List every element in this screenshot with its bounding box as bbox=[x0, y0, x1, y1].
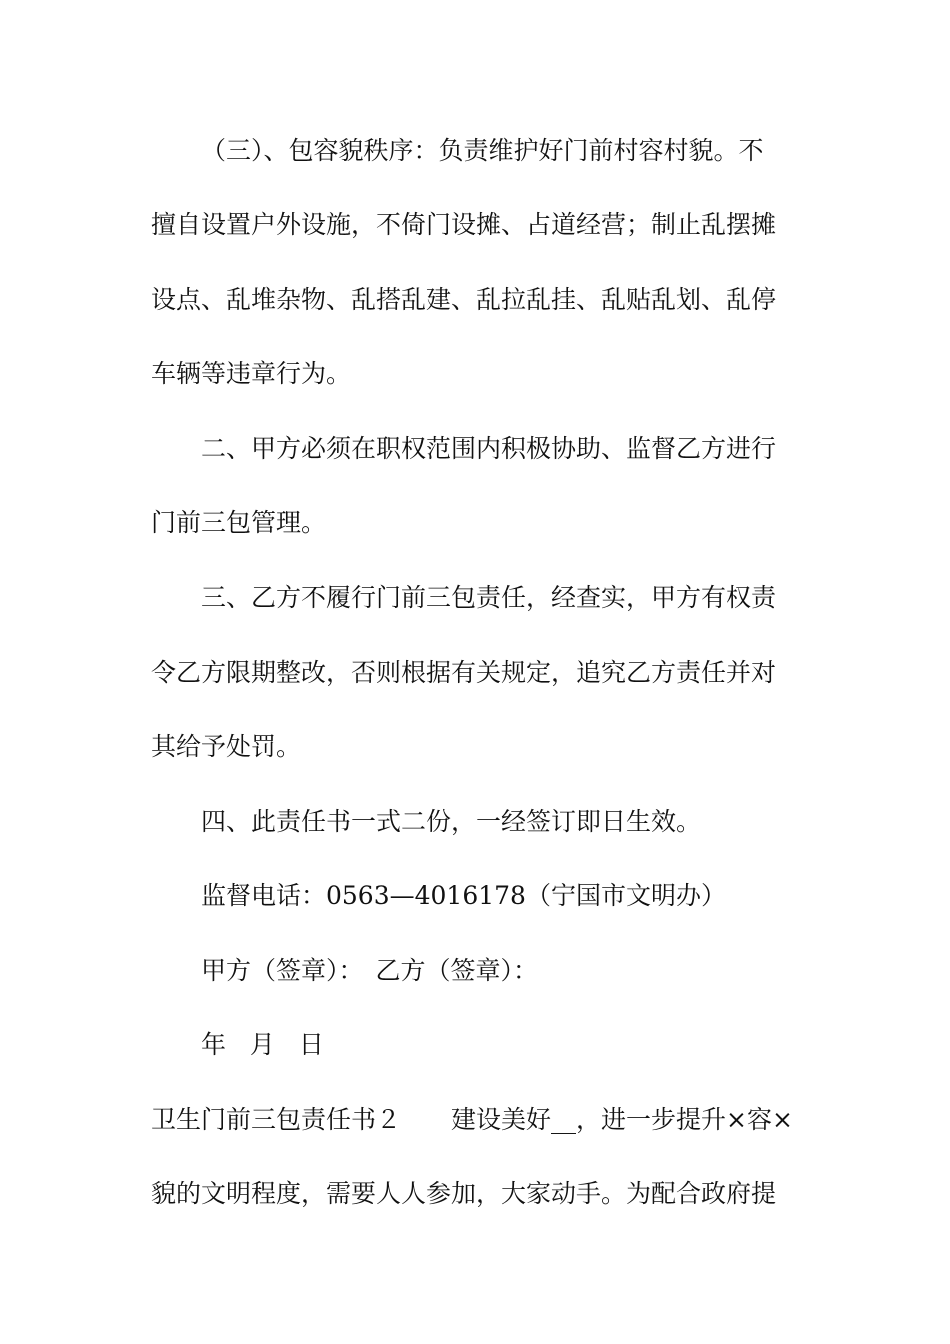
paragraph-line: 三、乙方不履行门前三包责任，经查实，甲方有权责 bbox=[201, 583, 777, 612]
section-text: 建设美好__，进一步提升×容× bbox=[451, 1105, 793, 1134]
next-section-line bbox=[151, 1103, 793, 1137]
paragraph-line: 二、甲方必须在职权范围内积极协助、监督乙方进行 bbox=[201, 434, 777, 463]
section-title: 卫生门前三包责任书２ bbox=[151, 1105, 402, 1134]
paragraph-line: 貌的文明程度，需要人人参加，大家动手。为配合政府提 bbox=[151, 1179, 777, 1208]
paragraph-line: 门前三包管理。 bbox=[151, 508, 327, 537]
date-line bbox=[201, 1028, 324, 1062]
date-day: 日 bbox=[298, 1030, 324, 1059]
paragraph-line: 令乙方限期整改，否则根据有关规定，追究乙方责任并对 bbox=[151, 658, 777, 687]
paragraph-line: 设点、乱堆杂物、乱搭乱建、乱拉乱挂、乱贴乱划、乱停 bbox=[151, 285, 777, 314]
supervision-phone: 监督电话：0563—4016178（宁国市文明办） bbox=[201, 881, 726, 910]
paragraph-line: （三）、包容貌秩序：负责维护好门前村容村貌。不 bbox=[201, 136, 764, 165]
party-a-signature-label: 甲方（签章）： bbox=[201, 956, 364, 985]
date-month: 月 bbox=[249, 1030, 275, 1059]
paragraph-line: 四、此责任书一式二份，一经签订即日生效。 bbox=[201, 807, 702, 836]
party-b-signature-label: 乙方（签章）： bbox=[375, 956, 539, 985]
paragraph-line: 擅自设置户外设施，不倚门设摊、占道经营；制止乱摆摊 bbox=[151, 210, 777, 239]
paragraph-line: 车辆等违章行为。 bbox=[151, 359, 352, 388]
date-year: 年 bbox=[201, 1030, 227, 1059]
signature-line bbox=[201, 954, 538, 988]
paragraph-line: 其给予处罚。 bbox=[151, 732, 302, 761]
